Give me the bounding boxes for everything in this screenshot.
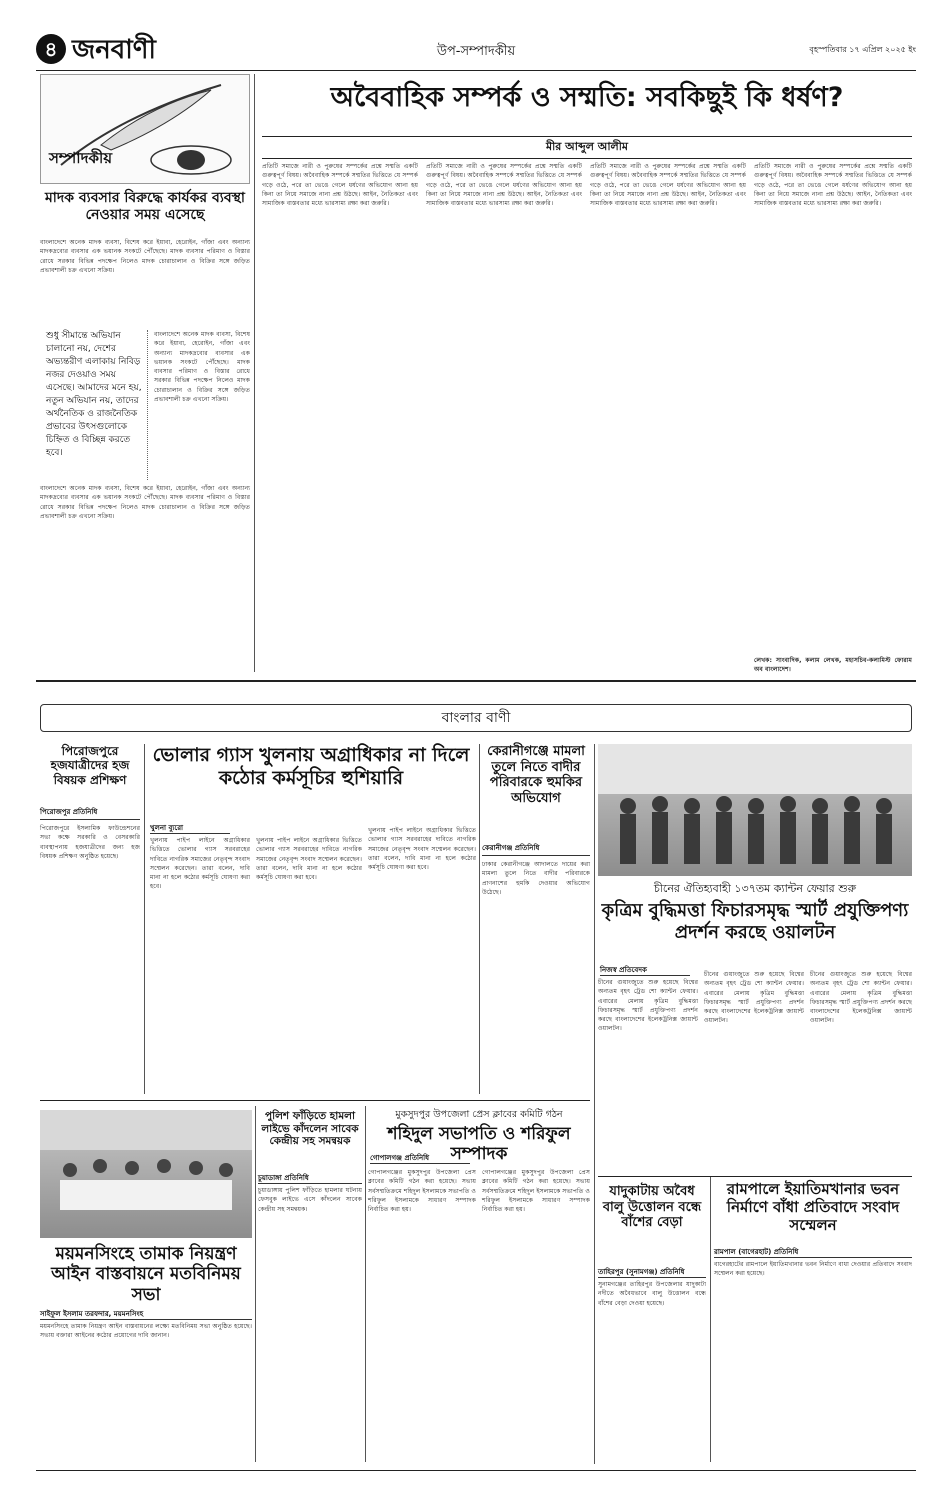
meeting-photo-image bbox=[40, 1110, 252, 1238]
jadukata-body: সুনামগঞ্জের তাহিরপুর উপজেলার যাদুকাটা নদীতে অবৈধভাবে বালু উত্তোলন বন্ধে বাঁশের বেড়া দেওয়া হয়েছে। bbox=[598, 1281, 706, 1307]
editorial-headline: মাদক ব্যবসার বিরুদ্ধে কার্যকর ব্যবস্থা নেওয়ার সময় এসেছে bbox=[45, 190, 245, 223]
lead-col-3: প্রতিটি সমাজে নারী ও পুরুষের সম্পর্কের প্রশ্নে সম্মতি একটি গুরুত্বপূর্ণ বিষয়। অবৈবাহিক সম্পর্কে সম্মতির ভিত্তিতে যে সম্পর্ক গড়ে ওঠে, পরে তা ভেঙে গেলে ধর্ষণের অভিযোগ আনা হয় কিনা তা নিয়ে সমাজে নানা প্রশ্ন উঠছে। আইন, নৈতিকতা এবং সামাজিক বাস্তবতার মধ্যে ভারসাম্য রক্ষা করা জরুরি। bbox=[590, 163, 746, 208]
editorial-illustration bbox=[40, 74, 250, 184]
police-col-1: চুয়াডাঙ্গায় পুলিশ ফাঁড়িতে হামলার ঘটনায় ফেসবুক লাইভে এসে কাঁদলেন সাবেক কেন্দ্রীয় সহ সমন্বয়ক। bbox=[258, 1187, 362, 1213]
group-photo-image bbox=[598, 744, 912, 876]
keraniganj-byline: কেরানীগঞ্জ প্রতিনিধি bbox=[482, 842, 590, 856]
editorial-label: সম্পাদকীয় bbox=[49, 149, 113, 167]
pirojpur-body: পিরোজপুরে ইসলামিক ফাউন্ডেশনের সভা কক্ষে সরকারি ও বেসরকারি ব্যবস্থাপনায় হজযাত্রীদের জন্য হজ বিষয়ক প্রশিক্ষণ অনুষ্ঠিত হয়েছে। bbox=[40, 825, 140, 860]
mymensingh-headline: ময়মনসিংহে তামাক নিয়ন্ত্রণ আইন বাস্তবায়নে মতবিনিময় সভা bbox=[51, 1244, 241, 1305]
canton-col-1: চীনের গুয়াংজুতে শুরু হয়েছে বিশ্বের অন্যতম বৃহৎ ট্রেড শো ক্যান্টন ফেয়ার। এবারের মেলায় কৃত্রিম বুদ্ধিমত্তা ফিচারসমৃদ্ধ স্মার্ট প্রযুক্তিপণ্য প্রদর্শন করছে বাংলাদেশের ইলেকট্রনিক্স জায়ান্ট ওয়ালটন। bbox=[598, 979, 698, 1033]
lead-col-1: প্রতিটি সমাজে নারী ও পুরুষের সম্পর্কের প্রশ্নে সম্মতি একটি গুরুত্বপূর্ণ বিষয়। অবৈবাহিক সম্পর্কে সম্মতির ভিত্তিতে যে সম্পর্ক গড়ে ওঠে, পরে তা ভেঙে গেলে ধর্ষণের অভিযোগ আনা হয় কিনা তা নিয়ে সমাজে নানা প্রশ্ন উঠছে। আইন, নৈতিকতা এবং সামাজিক বাস্তবতার মধ্যে ভারসাম্য রক্ষা করা জরুরি। bbox=[262, 163, 418, 208]
canton-photo-caption: চীনের ঐতিহ্যবাহী ১৩৭তম ক্যান্টন ফেয়ার শুরু bbox=[653, 882, 857, 895]
muksudpur-col-1: গোপালগঞ্জের মুকসুদপুর উপজেলা প্রেস ক্লাবের কমিটি গঠন করা হয়েছে। সভায় সর্বসম্মতিক্রমে শহিদুল ইসলামকে সভাপতি ও শরিফুল ইসলামকে সাধারণ সম্পাদক নির্বাচিত করা হয়। bbox=[368, 1169, 476, 1214]
bhola-gas-col-3: খুলনায় পাইপ লাইনে অগ্রাধিকার ভিত্তিতে ভোলার গ্যাস সরবরাহের দাবিতে নাগরিক সমাজের নেতৃবৃন্দ সংবাদ সম্মেলন করেছেন। তারা বলেন, দাবি মানা না হলে কঠোর কর্মসূচি ঘোষণা করা হবে। bbox=[368, 827, 476, 872]
mymensingh-body: ময়মনসিংহে তামাক নিয়ন্ত্রণ আইন বাস্তবায়নের লক্ষ্যে মতবিনিময় সভা অনুষ্ঠিত হয়েছে। সভায় বক্তারা আইনের কঠোর প্রয়োগের দাবি জানান। bbox=[40, 1323, 252, 1340]
lead-col-4: প্রতিটি সমাজে নারী ও পুরুষের সম্পর্কের প্রশ্নে সম্মতি একটি গুরুত্বপূর্ণ বিষয়। অবৈবাহিক সম্পর্কে সম্মতির ভিত্তিতে যে সম্পর্ক গড়ে ওঠে, পরে তা ভেঙে গেলে ধর্ষণের অভিযোগ আনা হয় কিনা তা নিয়ে সমাজে নানা প্রশ্ন উঠছে। আইন, নৈতিকতা এবং সামাজিক বাস্তবতার মধ্যে ভারসাম্য রক্ষা করা জরুরি। bbox=[754, 163, 912, 208]
newspaper-logo: জনবাণী bbox=[72, 35, 156, 65]
section-banner: বাংলার বাণী bbox=[40, 704, 912, 732]
editorial-intro: বাংলাদেশে অনেক মাদক ব্যবসা, বিশেষ করে ইয়াবা, হেরোইন, গাঁজা এবং অন্যান্য মাদকদ্রব্যের ব্যবসার এক ভয়ানক সংকটে পৌঁছেছে। মাদক ব্যবসার পরিমাণ ও বিস্তার রোধে সরকার বিভিন্ন পদক্ষেপ নিলেও মাদক চোরাচালান ও বিক্রির সঙ্গে জড়িত প্রভাবশালী চক্র এখনো সক্রিয়। bbox=[40, 239, 250, 274]
walton-team-photo bbox=[598, 744, 912, 876]
jadukata-byline: তাহিরপুর (সুনামগঞ্জ) প্রতিনিধি bbox=[598, 1266, 706, 1278]
lead-writer-note: লেখক: সাংবাদিক, কলাম লেখক, মহাসচিব-কলামিস্ট ফোরাম অব বাংলাদেশ। bbox=[754, 657, 912, 674]
bhola-gas-col-2: খুলনায় পাইপ লাইনে অগ্রাধিকার ভিত্তিতে ভোলার গ্যাস সরবরাহের দাবিতে নাগরিক সমাজের নেতৃবৃন্দ সংবাদ সম্মেলন করেছেন। তারা বলেন, দাবি মানা না হলে কঠোর কর্মসূচি ঘোষণা করা হবে। bbox=[256, 837, 362, 882]
rampal-headline: রামপালে ইয়াতিমখানার ভবন নির্মাণে বাঁধা প্রতিবাদে সংবাদ সম্মেলন bbox=[726, 1180, 900, 1234]
editorial-body-col: বাংলাদেশে অনেক মাদক ব্যবসা, বিশেষ করে ইয়াবা, হেরোইন, গাঁজা এবং অন্যান্য মাদকদ্রব্যের ব্যবসার এক ভয়ানক সংকটে পৌঁছেছে। মাদক ব্যবসার পরিমাণ ও বিস্তার রোধে সরকার বিভিন্ন পদক্ষেপ নিলেও মাদক চোরাচালান ও বিক্রির সঙ্গে জড়িত প্রভাবশালী চক্র এখনো সক্রিয়। bbox=[154, 331, 250, 404]
lead-author: মীর আব্দুল আলীম bbox=[546, 140, 628, 153]
police-byline: চুয়াডাঙ্গা প্রতিনিধি bbox=[258, 1172, 362, 1184]
muksudpur-byline: গোপালগঞ্জ প্রতিনিধি bbox=[370, 1152, 470, 1164]
mymensingh-byline: সাইফুল ইসলাম তরফদার, ময়মনসিংহ bbox=[40, 1308, 252, 1320]
police-headline: পুলিশ ফাঁড়িতে হামলা লাইভে কাঁদলেন সাবেক কেন্দ্রীয় সহ সমন্বয়ক bbox=[261, 1110, 359, 1148]
jadukata-headline: যাদুকাটায় অবৈধ বালু উত্তোলন বন্ধে বাঁশের বেড়া bbox=[602, 1184, 702, 1231]
canton-byline: নিজস্ব প্রতিবেদক bbox=[600, 964, 690, 976]
lead-col-2: প্রতিটি সমাজে নারী ও পুরুষের সম্পর্কের প্রশ্নে সম্মতি একটি গুরুত্বপূর্ণ বিষয়। অবৈবাহিক সম্পর্কে সম্মতির ভিত্তিতে যে সম্পর্ক গড়ে ওঠে, পরে তা ভেঙে গেলে ধর্ষণের অভিযোগ আনা হয় কিনা তা নিয়ে সমাজে নানা প্রশ্ন উঠছে। আইন, নৈতিকতা এবং সামাজিক বাস্তবতার মধ্যে ভারসাম্য রক্ষা করা জরুরি। bbox=[426, 163, 582, 208]
keraniganj-body: ঢাকার কেরানীগঞ্জে আদালতে দায়ের করা মামলা তুলে নিতে বাদীর পরিবারকে প্রাণনাশের হুমকি দেওয়ার অভিযোগ উঠেছে। bbox=[482, 861, 590, 896]
keraniganj-headline: কেরানীগঞ্জে মামলা তুলে নিতে বাদীর পরিবারকে হুমকির অভিযোগ bbox=[487, 744, 585, 806]
lead-headline: অবৈবাহিক সম্পর্ক ও সম্মতি: সবকিছুই কি ধর্ষণ? bbox=[330, 82, 844, 113]
keraniganj-story bbox=[482, 744, 590, 1074]
masthead bbox=[36, 34, 916, 70]
canton-headline: কৃত্রিম বুদ্ধিমত্তা ফিচারসমৃদ্ধ স্মার্ট প্রযুক্তিপণ্য প্রদর্শন করছে ওয়ালটন bbox=[601, 900, 909, 943]
canton-col-2: চীনের গুয়াংজুতে শুরু হয়েছে বিশ্বের অন্যতম বৃহৎ ট্রেড শো ক্যান্টন ফেয়ার। এবারের মেলায় কৃত্রিম বুদ্ধিমত্তা ফিচারসমৃদ্ধ স্মার্ট প্রযুক্তিপণ্য প্রদর্শন করছে বাংলাদেশের ইলেকট্রনিক্স জায়ান্ট ওয়ালটন। bbox=[704, 971, 804, 1025]
section-name: উপ-সম্পাদকীয় bbox=[436, 44, 516, 59]
rampal-byline: রামপাল (বাগেরহাট) প্রতিনিধি bbox=[714, 1246, 912, 1258]
bhola-gas-col-1: খুলনায় পাইপ লাইনে অগ্রাধিকার ভিত্তিতে ভোলার গ্যাস সরবরাহের দাবিতে নাগরিক সমাজের নেতৃবৃন্দ সংবাদ সম্মেলন করেছেন। তারা বলেন, দাবি মানা না হলে কঠোর কর্মসূচি ঘোষণা করা হবে। bbox=[150, 837, 250, 891]
pirojpur-headline: পিরোজপুরে হজযাত্রীদের হজ বিষয়ক প্রশিক্ষণ bbox=[50, 744, 130, 787]
rampal-body: বাগেরহাটের রামপালে ইয়াতিমখানার ভবন নির্মাণে বাধা দেওয়ার প্রতিবাদে সংবাদ সম্মেলন করা হয়েছে। bbox=[714, 1261, 912, 1278]
pirojpur-byline: পিরোজপুর প্রতিনিধি bbox=[40, 806, 140, 820]
muksudpur-kicker: মুকসুদপুর উপজেলা প্রেস ক্লাবের কমিটি গঠন bbox=[395, 1109, 563, 1120]
editorial-body-tail: বাংলাদেশে অনেক মাদক ব্যবসা, বিশেষ করে ইয়াবা, হেরোইন, গাঁজা এবং অন্যান্য মাদকদ্রব্যের ব্যবসার এক ভয়ানক সংকটে পৌঁছেছে। মাদক ব্যবসার পরিমাণ ও বিস্তার রোধে সরকার বিভিন্ন পদক্ষেপ নিলেও মাদক চোরাচালান ও বিক্রির সঙ্গে জড়িত প্রভাবশালী চক্র এখনো সক্রিয়। bbox=[40, 485, 250, 520]
issue-date: বৃহস্পতিবার ১৭ এপ্রিল ২০২৫ ইং bbox=[809, 45, 916, 54]
editorial-pullquote: শুধু সীমান্তে অভিযান চালানো নয়, দেশের অভ্যন্তরীণ এলাকায় নিবিড় নজর দেওয়াও সময় এসেছে। আমাদের মনে হয়, নতুন অভিযান নয়, তাদের অর্থনৈতিক ও রাজনৈতিক প্রভাবের উৎসগুলোকে চিহ্নিত ও বিচ্ছিন্ন করতে হবে। bbox=[46, 330, 148, 480]
canton-col-3: চীনের গুয়াংজুতে শুরু হয়েছে বিশ্বের অন্যতম বৃহৎ ট্রেড শো ক্যান্টন ফেয়ার। এবারের মেলায় কৃত্রিম বুদ্ধিমত্তা ফিচারসমৃদ্ধ স্মার্ট প্রযুক্তিপণ্য প্রদর্শন করছে বাংলাদেশের ইলেকট্রনিক্স জায়ান্ট ওয়ালটন। bbox=[810, 971, 912, 1025]
muksudpur-headline: শহিদুল সভাপতি ও শরিফুল সম্পাদক bbox=[387, 1124, 571, 1165]
bhola-gas-byline: খুলনা ব্যুরো bbox=[150, 822, 230, 834]
muksudpur-col-2: গোপালগঞ্জের মুকসুদপুর উপজেলা প্রেস ক্লাবের কমিটি গঠন করা হয়েছে। সভায় সর্বসম্মতিক্রমে শহিদুল ইসলামকে সভাপতি ও শরিফুল ইসলামকে সাধারণ সম্পাদক নির্বাচিত করা হয়। bbox=[482, 1169, 590, 1214]
mymensingh-meeting-photo bbox=[40, 1110, 252, 1238]
bhola-gas-headline: ভোলার গ্যাস খুলনায় অগ্রাধিকার না দিলে কঠোর কর্মসূচির হুশিয়ারি bbox=[152, 744, 470, 789]
page-number: ৪ bbox=[36, 34, 66, 64]
